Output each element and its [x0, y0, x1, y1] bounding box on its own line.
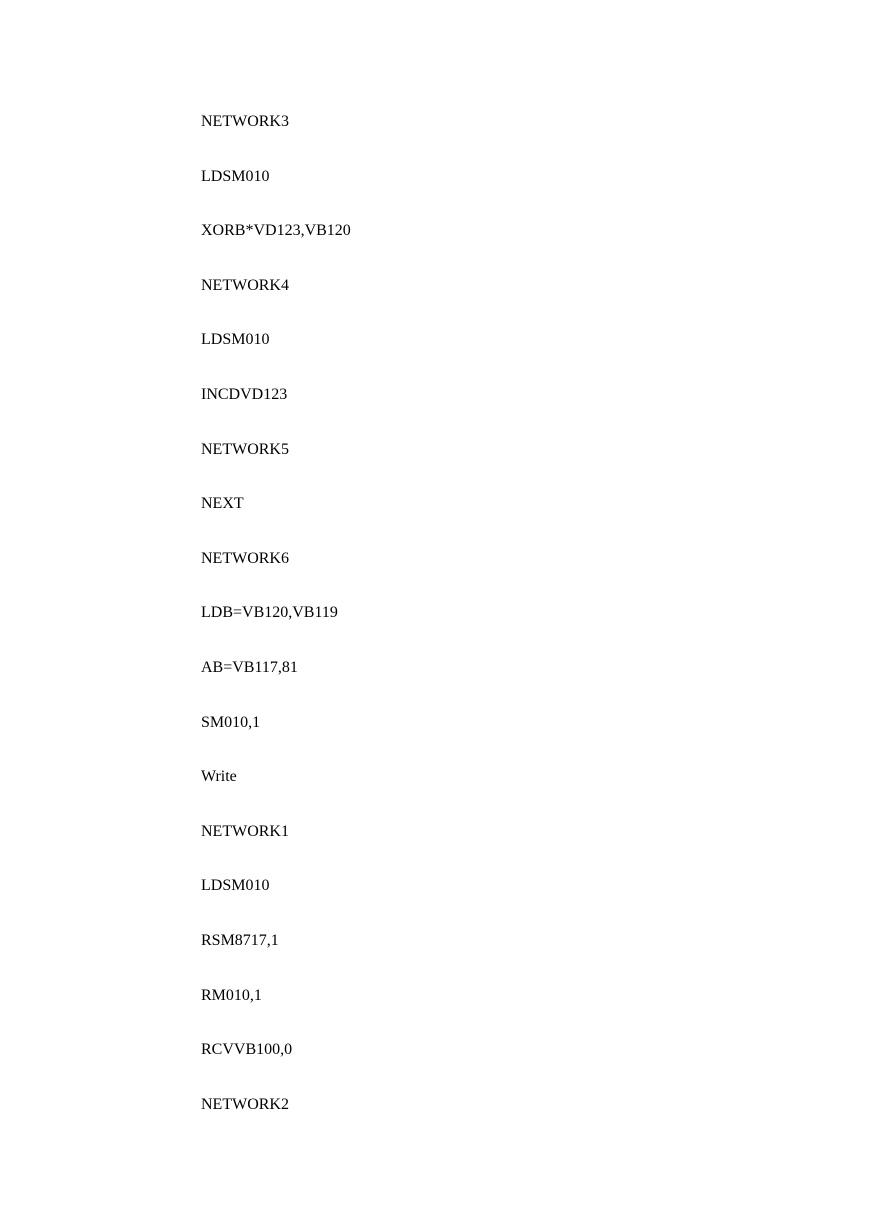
code-line: XORB*VD123,VB120	[201, 222, 351, 240]
code-line: NETWORK3	[201, 113, 289, 130]
code-line: NETWORK6	[201, 549, 289, 567]
code-line: RM010,1	[201, 986, 262, 1004]
code-line: LDSM010	[201, 331, 270, 349]
code-line: LDSM010	[201, 877, 270, 895]
code-line: NETWORK5	[201, 440, 289, 458]
code-line: Write	[201, 768, 237, 786]
code-line: RSM8717,1	[201, 931, 279, 949]
code-line: INCDVD123	[201, 385, 288, 403]
code-line: NETWORK2	[201, 1095, 289, 1113]
code-line: NETWORK4	[201, 276, 289, 294]
code-line: RCVVB100,0	[201, 1041, 293, 1059]
code-line: SM010,1	[201, 713, 261, 731]
code-line: LDB=VB120,VB119	[201, 604, 338, 622]
code-line: AB=VB117,81	[201, 658, 298, 676]
code-line: NEXT	[201, 495, 244, 513]
code-line: NETWORK1	[201, 822, 289, 840]
code-listing	[201, 111, 351, 1148]
code-line: LDSM010	[201, 167, 270, 185]
